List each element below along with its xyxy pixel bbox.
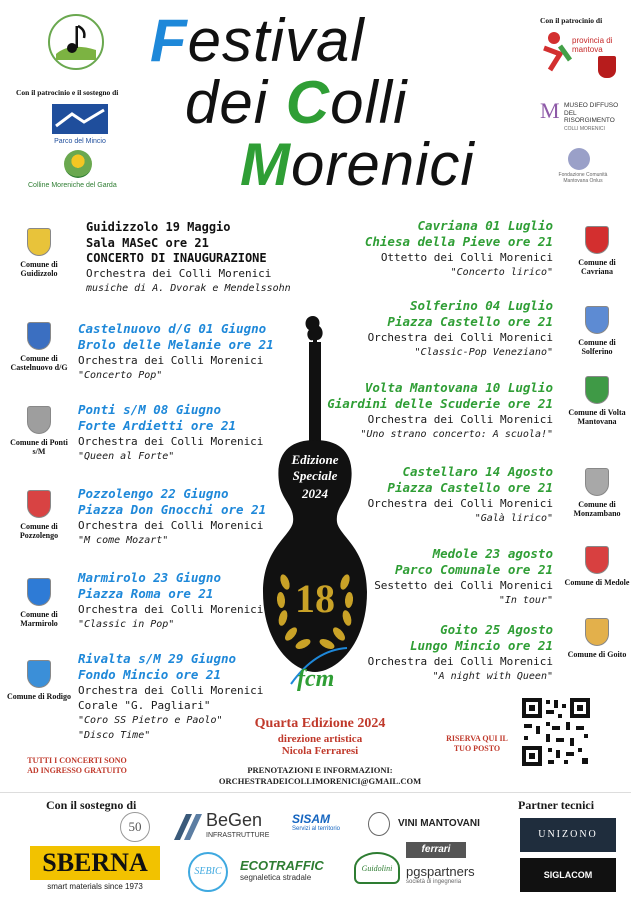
comune-label: Comune di Goito [567, 650, 627, 659]
event-program-2: "Disco Time" [78, 730, 151, 741]
event-venue: Piazza Roma ore 21 [78, 586, 214, 601]
colline-name: Colline Moreniche del Garda [28, 182, 117, 189]
comune-label: Comune di Ponti s/M [10, 438, 68, 456]
comune-volta [562, 376, 631, 426]
comune-solferino [562, 306, 631, 356]
sberna-tagline: smart materials since 1973 [47, 882, 143, 891]
event-venue: Sala MASeC ore 21 [86, 236, 209, 250]
comune-guidizzolo [4, 228, 74, 278]
event-venue: Chiesa della Pieve ore 21 [364, 234, 553, 249]
event-venue: Brolo delle Melanie ore 21 [78, 337, 274, 352]
event-title: Guidizzolo 19 Maggio [86, 220, 231, 234]
sisam-name: SISAM [292, 812, 331, 826]
event-ensemble: Orchestra dei Colli Morenici [367, 331, 553, 344]
music-note-icon [50, 16, 102, 68]
violin-neck [309, 342, 321, 452]
event-pozzolengo [78, 486, 266, 548]
crest-icon [585, 618, 609, 646]
event-ensemble: Orchestra dei Colli Morenici [367, 497, 553, 510]
event-title: Marmirolo 23 Giugno [78, 570, 221, 585]
violin-edition-line2: Speciale [292, 468, 338, 483]
comune-label: Comune di Rodigo [6, 692, 71, 701]
parco-logo-icon [52, 104, 108, 134]
event-program: "M come Mozart" [78, 535, 169, 546]
event-venue: Piazza Don Gnocchi ore 21 [78, 502, 267, 517]
event-ensemble: Orchestra dei Colli Morenici [78, 603, 264, 616]
sostegno-label: Con il sostegno di [46, 798, 137, 812]
event-solferino [368, 298, 553, 360]
comune-label: Comune di Medole [564, 578, 630, 587]
museo-sub: COLLI MORENICI [564, 126, 605, 132]
pgs-sub: società di ingegneria [406, 879, 462, 885]
comune-medole [562, 546, 631, 587]
crest-icon [585, 468, 609, 496]
booking-label: PRENOTAZIONI E INFORMAZIONI: [247, 765, 393, 775]
qr-code[interactable] [520, 696, 592, 768]
begen-logo [172, 808, 282, 848]
violin-number: 18 [295, 576, 335, 621]
guidolini-logo: Guidolini [354, 852, 400, 884]
event-venue: Parco Comunale ore 21 [394, 562, 553, 577]
event-program: "Galà lirico" [474, 513, 553, 524]
ecotraffic-name: ECOTRAFFIC [240, 858, 324, 873]
event-ponti [78, 402, 263, 464]
event-castellaro [368, 464, 553, 526]
comune-goito [562, 618, 631, 659]
comune-label: Comune di Monzambano [573, 500, 621, 518]
event-ensemble: Orchestra dei Colli Morenici [367, 413, 553, 426]
event-venue: Giardini delle Scuderie ore 21 [327, 396, 553, 411]
event-venue: Fondo Mincio ore 21 [78, 667, 221, 682]
comune-label: Comune di Guidizzolo [20, 260, 58, 278]
begen-sub: INFRASTRUTTURE [206, 832, 270, 839]
event-title: Castelnuovo d/G 01 Giugno [78, 321, 267, 336]
event-title: Solferino 04 Luglio [410, 298, 553, 313]
fondazione-logo-icon [568, 148, 590, 170]
crest-icon [27, 228, 51, 256]
begen-name: BeGen [206, 810, 263, 830]
event-label: CONCERTO DI INAUGURAZIONE [86, 251, 267, 265]
fifty-anniversary-logo: 50 [120, 812, 150, 842]
crest-icon [585, 546, 609, 574]
comune-label: Comune di Marmirolo [20, 610, 58, 628]
event-program: "Concerto Pop" [78, 370, 163, 381]
svg-text:fcm: fcm [297, 666, 335, 692]
direction-label: direzione artistica [277, 733, 363, 745]
comune-rodigo [4, 660, 74, 701]
ecotraffic-logo [240, 858, 350, 882]
event-castelnuovo [78, 321, 274, 383]
provincia-name: provincia di mantova [572, 36, 613, 54]
violin-edition-line1: Edizione [291, 452, 339, 467]
comune-label: Comune di Solferino [578, 338, 616, 356]
sisam-logo [292, 812, 362, 832]
booking-email[interactable]: ORCHESTRADEICOLLIMORENICI@GMAIL.COM [218, 776, 422, 786]
partner-label: Partner tecnici [518, 798, 595, 812]
sberna-logo [30, 846, 160, 891]
event-title: Volta Mantovana 10 Luglio [364, 380, 553, 395]
fcm-logo [285, 640, 355, 700]
vini-crest-icon [368, 812, 390, 836]
crest-icon [585, 376, 609, 404]
event-program: "Concerto lirico" [450, 267, 553, 278]
event-title: Castellaro 14 Agosto [402, 464, 553, 479]
unizono-logo: UNIZONO [520, 818, 616, 852]
parco-mincio-logo [52, 104, 108, 145]
crest-icon [585, 226, 609, 254]
ferrari-logo: ferrari [406, 842, 466, 858]
event-guidizzolo [86, 219, 291, 296]
free-entry-note: TUTTI I CONCERTI SONO AD INGRESSO GRATUITO [27, 756, 127, 775]
event-program: "A night with Queen" [432, 671, 553, 682]
museo-logo [540, 96, 626, 138]
sberna-name: SBERNA [30, 846, 160, 880]
museo-mark-icon: M [540, 98, 560, 123]
provincia-crest-icon [598, 56, 616, 78]
comune-marmirolo [4, 578, 74, 628]
fcm-logo-icon [285, 640, 355, 700]
reserve-note: RISERVA QUI IL TUO POSTO [446, 734, 508, 753]
event-volta [327, 380, 553, 442]
event-ensemble: Orchestra dei Colli Morenici [86, 267, 272, 280]
comune-monzambano [562, 468, 631, 518]
colline-logo [64, 150, 92, 178]
event-title: Rivalta s/M 29 Giugno [78, 651, 237, 666]
event-title: Pozzolengo 22 Giugno [78, 486, 229, 501]
event-title: Ponti s/M 08 Giugno [78, 402, 221, 417]
comune-label: Comune di Cavriana [578, 258, 616, 276]
event-program: "Coro SS Pietro e Paolo" [78, 715, 223, 726]
comune-label: Comune di Pozzolengo [19, 522, 59, 540]
event-cavriana [365, 218, 553, 280]
event-program: musiche di A. Dvorak e Mendelssohn [86, 283, 291, 294]
comune-pozzolengo [4, 490, 74, 540]
sisam-sub: Servizi al territorio [292, 826, 341, 832]
violin-year: 2024 [302, 486, 328, 501]
event-title: Medole 23 agosto [432, 546, 553, 561]
event-ensemble: Orchestra dei Colli Morenici [78, 354, 264, 367]
patrocinio-right-label: Con il patrocinio di [540, 16, 603, 25]
patrocinio-left-label: Con il patrocinio e il sostegno di [16, 88, 119, 97]
event-venue: Piazza Castello ore 21 [387, 480, 553, 495]
museo-name: MUSEO DIFFUSO DEL RISORGIMENTO [564, 102, 619, 124]
comune-castelnuovo [4, 322, 74, 372]
event-ensemble: Sestetto dei Colli Morenici [374, 579, 553, 592]
crest-icon [27, 322, 51, 350]
vini-mantovani-logo [368, 810, 518, 840]
event-goito [368, 622, 553, 684]
comune-cavriana [562, 226, 631, 276]
title-line-1: Festival [150, 7, 365, 74]
parco-name: Parco del Mincio [54, 138, 106, 145]
event-title: Goito 25 Agosto [440, 622, 553, 637]
fondazione-name: Fondazione Comunità Mantovana Onlus [558, 172, 608, 184]
event-program: "Classic in Pop" [78, 619, 175, 630]
crest-icon [27, 490, 51, 518]
provincia-figure-icon [540, 30, 574, 74]
event-program: "In tour" [498, 595, 553, 606]
event-program: "Classic-Pop Veneziano" [414, 347, 553, 358]
crest-icon [27, 578, 51, 606]
comune-label: Comune di Castelnuovo d/G [10, 354, 68, 372]
title-line-2: dei Colli [185, 69, 408, 136]
event-program: "Queen al Forte" [78, 451, 175, 462]
event-title: Cavriana 01 Luglio [417, 218, 553, 233]
event-venue: Piazza Castello ore 21 [387, 314, 553, 329]
crest-icon [27, 660, 51, 688]
crest-icon [585, 306, 609, 334]
event-medole [374, 546, 553, 608]
event-marmirolo [78, 570, 263, 632]
pgs-name: pgspartners [406, 864, 475, 879]
comune-label: Comune di Volta Mantovana [568, 408, 626, 426]
academy-logo [48, 14, 104, 70]
crest-icon [27, 406, 51, 434]
title-line-3: Morenici [240, 131, 475, 198]
director-name: Nicola Ferraresi [281, 745, 359, 757]
event-ensemble: Orchestra dei Colli Morenici [367, 655, 553, 668]
event-ensemble-2: Corale "G. Pagliari" [78, 699, 211, 712]
event-program: "Uno strano concerto: A scuola!" [360, 429, 553, 440]
edition-label: Quarta Edizione 2024 [254, 716, 386, 731]
event-ensemble: Orchestra dei Colli Morenici [78, 684, 264, 697]
festival-title [150, 7, 480, 198]
pgs-logo [406, 864, 506, 885]
event-ensemble: Orchestra dei Colli Morenici [78, 519, 264, 532]
sebic-logo: SEBIC [188, 852, 228, 892]
event-venue: Lungo Mincio ore 21 [410, 638, 553, 653]
footer-divider [0, 792, 631, 793]
comune-ponti [4, 406, 74, 456]
event-venue: Forte Ardietti ore 21 [78, 418, 237, 433]
ecotraffic-sub: segnaletica stradale [240, 873, 312, 882]
event-ensemble: Orchestra dei Colli Morenici [78, 435, 264, 448]
vini-name: VINI MANTOVANI [398, 818, 480, 829]
provincia-logo [540, 30, 622, 80]
event-ensemble: Ottetto dei Colli Morenici [380, 251, 553, 264]
siglacom-logo: SIGLACOM [520, 858, 616, 892]
